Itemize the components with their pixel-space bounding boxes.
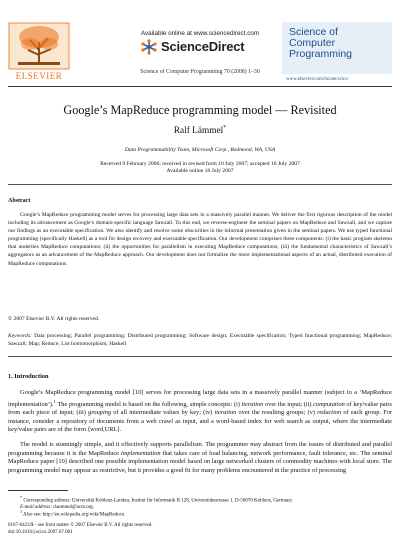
text-run: of key/value pairs from each piece of input; (iii) — [8, 400, 392, 417]
author-affiliation: Data Programmability Team, Microsoft Corp., Redmond, WA, USA — [124, 147, 276, 153]
abstract-heading: Abstract — [8, 198, 31, 204]
section-heading: 1. Introduction — [8, 373, 49, 380]
sciencedirect-wordmark: ScienceDirect — [161, 39, 245, 54]
text-run: of each group. For instance, consider a repository of documents from a web crawl as input, and a word-based index for web search as output, where the intermediate key/value pairs are of the form ⟨word,URL⟩. — [8, 409, 393, 434]
journal-name-line: Science of — [289, 26, 339, 38]
available-online-text: Available online at www.sciencedirect.com — [140, 30, 260, 37]
journal-name — [289, 27, 352, 60]
abstract-bottom-divider — [8, 356, 392, 357]
abstract-top-divider — [8, 184, 392, 185]
footer-doi[interactable]: doi:10.1016/j.scico.2007.07.001 — [8, 530, 73, 535]
footnote-mark: 1 — [20, 509, 23, 514]
emphasis: computation — [313, 400, 345, 408]
footnote-divider — [8, 490, 68, 491]
keywords — [8, 332, 392, 348]
author-line — [20, 125, 380, 136]
text-run: The model is stunningly simple, and it effectively supports parallelism. The programmer may abstract from the issues of distributed and parallel programming because it is the MapReduce — [8, 441, 392, 457]
intro-paragraph-1 — [8, 389, 392, 435]
elsevier-logo — [8, 22, 70, 82]
header-divider — [8, 86, 392, 87]
received-dates: Received 9 February 2006; received in revised form 10 July 2007; accepted 10 July 2007 — [100, 161, 300, 167]
footnote-link-text[interactable]: Also see: http://en.wikipedia.org/wiki/MapReduce. — [22, 512, 126, 518]
emphasis: iteration — [214, 409, 237, 417]
footer-issn: 0167-6423/$ - see front matter © 2007 Elsevier B.V. All rights reserved. — [8, 523, 153, 528]
keywords-list: Data processing; Parallel programming; Distributed programming; Software design; Executable specification; Typed functional programming; MapReduce; Sawzall; Map; Reduce; List homomorphism; Haskell — [8, 333, 392, 348]
text-run: The programming model is based on the following, simple concepts: (i) — [55, 400, 242, 408]
author-name: Ralf Lämmel — [173, 126, 224, 137]
emphasis: iteration — [241, 400, 264, 408]
intro-paragraph-2 — [8, 441, 392, 475]
footnote-ref[interactable]: 1 — [53, 398, 56, 404]
sciencedirect-icon — [140, 39, 158, 55]
keywords-label: Keywords: — [8, 333, 32, 339]
footnote-text: Corresponding address: Universität Koblenz-Landau, Institut für Informatik B 128, Universitätsstrasse 1, D-56070 Koblenz, Germany. — [22, 498, 293, 504]
abstract-body: Google’s MapReduce programming model serves for processing large data sets in a massively parallel manner. We deliver the first rigorous description of the model including its advancement as Google’s domain-specific language Sawzall. To this end, we reverse-engineer the seminal papers on MapReduce and Sawzall, and we capture our findings as an executable specification. We also identify and resolve some obscurities in the informal presentation given in the seminal papers. We use typed functional programming (specifically Haskell) as a tool for design recovery and executable specification. Our development comprises three components: (i) the basic program skeleton that underlies MapReduce computations; (ii) the opportunities for parallelism in executing MapReduce computations; (iii) the fundamental characteristics of Sawzall’s aggregators as an advancement of the MapReduce approach. Our development does not formalize the more implementational aspects of an actual, distributed execution of MapReduce computations. — [8, 212, 392, 267]
journal-name-line: Computer — [289, 37, 336, 49]
journal-citation: Science of Computer Programming 70 (2008) 1–30 — [140, 69, 260, 75]
emphasis: reduction — [317, 409, 342, 417]
text-run: Google’s MapReduce programming model [10] serves for processing large data sets in a massively parallel manner (subject to a ‘MapReduce implementation’). — [8, 389, 392, 408]
journal-url-link[interactable]: www.elsevier.com/locate/scico — [286, 77, 348, 82]
email-label: E-mail address: — [20, 505, 52, 511]
abstract-copyright: © 2007 Elsevier B.V. All rights reserved. — [8, 316, 100, 322]
article-title: Google’s MapReduce programming model — Revisited — [63, 103, 337, 117]
text-run: over the resulting groups; (v) — [236, 409, 318, 417]
footnote-wikipedia — [8, 509, 392, 518]
emphasis: grouping — [88, 409, 112, 417]
text-run: over the input; (ii) — [263, 400, 314, 408]
author-footnote-mark[interactable]: * — [223, 125, 227, 131]
text-run: of all intermediate values by key; (iv) — [111, 409, 215, 417]
email-address[interactable]: rlaemmel@acm.org. — [51, 505, 95, 511]
publisher-name: ELSEVIER — [15, 71, 63, 81]
text-run: that takes care of load balancing, network performance, fault tolerance, etc. The seminal MapReduce paper [10] described one possible implementation model based on large networked clusters of commodity machines with local store. The programming model may appear as restrictive, but it provides a good fit for many problems encountered in the practice of processing — [8, 449, 393, 474]
sciencedirect-logo — [140, 38, 260, 56]
emphasis: implementation — [121, 449, 161, 457]
footnote-mark: * — [20, 495, 23, 500]
journal-name-line: Programming — [289, 48, 353, 60]
available-online-date: Available online 18 July 2007 — [166, 168, 234, 174]
